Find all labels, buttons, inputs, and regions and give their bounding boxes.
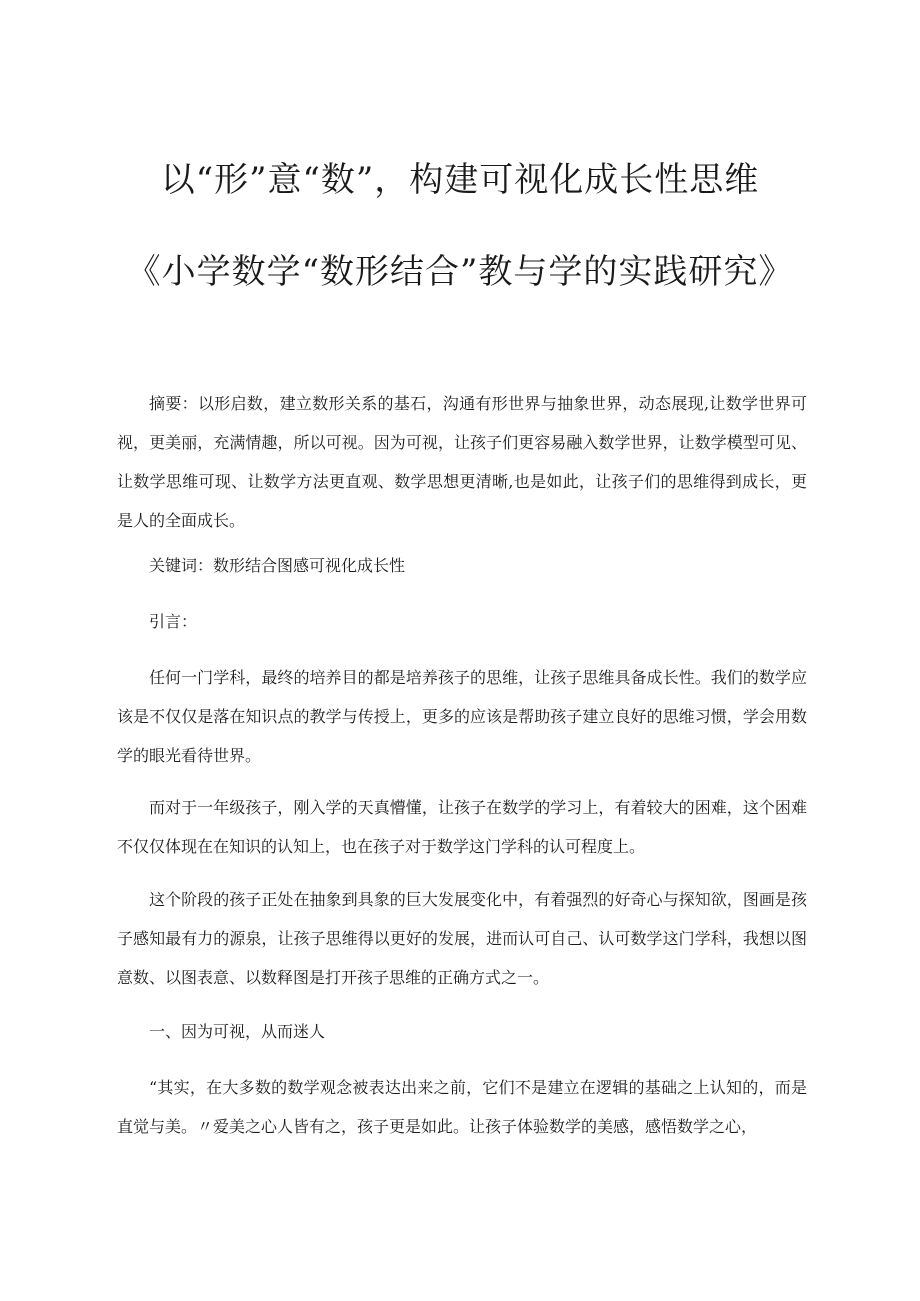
document-title-line-2: 《小学数学“数形结合”教与学的实践研究》 (126, 252, 794, 292)
body-paragraph: 这个阶段的孩子正处在抽象到具象的巨大发展变化中，有着强烈的好奇心与探知欲，图画是孩子感知最有力的源泉，让孩子思维得以更好的发展，进而认可自己、认可数学这门学科，我想以图意数、以图表意、以数释图是打开孩子思维的正确方式之一。 (117, 890, 807, 987)
abstract-paragraph: 摘要：以形启数，建立数形关系的基石，沟通有形世界与抽象世界，动态展现,让数学世界可视，更美丽，充满情趣，所以可视。因为可视，让孩子们更容易融入数学世界，让数学模型可见、让数学思维可现、让数学方法更直观、数学思想更清晰,也是如此，让孩子们的思维得到成长，更是人的全面成长。 (117, 394, 807, 530)
keywords-line: 关键词：数形结合图感可视化成长性 (149, 556, 406, 575)
body-paragraph: 任何一门学科，最终的培养目的都是培养孩子的思维，让孩子思维具备成长性。我们的数学应该是不仅仅是落在知识点的教学与传授上，更多的应该是帮助孩子建立良好的思维习惯，学会用数学的眼光看待世界。 (117, 668, 807, 765)
section-heading-1: 一、因为可视，从而迷人 (149, 1022, 326, 1041)
section-1-paragraph: “其实，在大多数的数学观念被表达出来之前，它们不是建立在逻辑的基础之上认知的，而是直觉与美。〃爱美之心人皆有之，孩子更是如此。让孩子体验数学的美感，感悟数学之心， (117, 1078, 807, 1136)
intro-heading: 引言： (149, 612, 198, 631)
body-paragraph: 而对于一年级孩子，刚入学的天真懵懂，让孩子在数学的学习上，有着较大的困难，这个困难不仅仅体现在在知识的认知上，也在孩子对于数学这门学科的认可程度上。 (117, 798, 807, 856)
document-title-line-1: 以“形”意“数”，构建可视化成长性思维 (160, 160, 760, 200)
